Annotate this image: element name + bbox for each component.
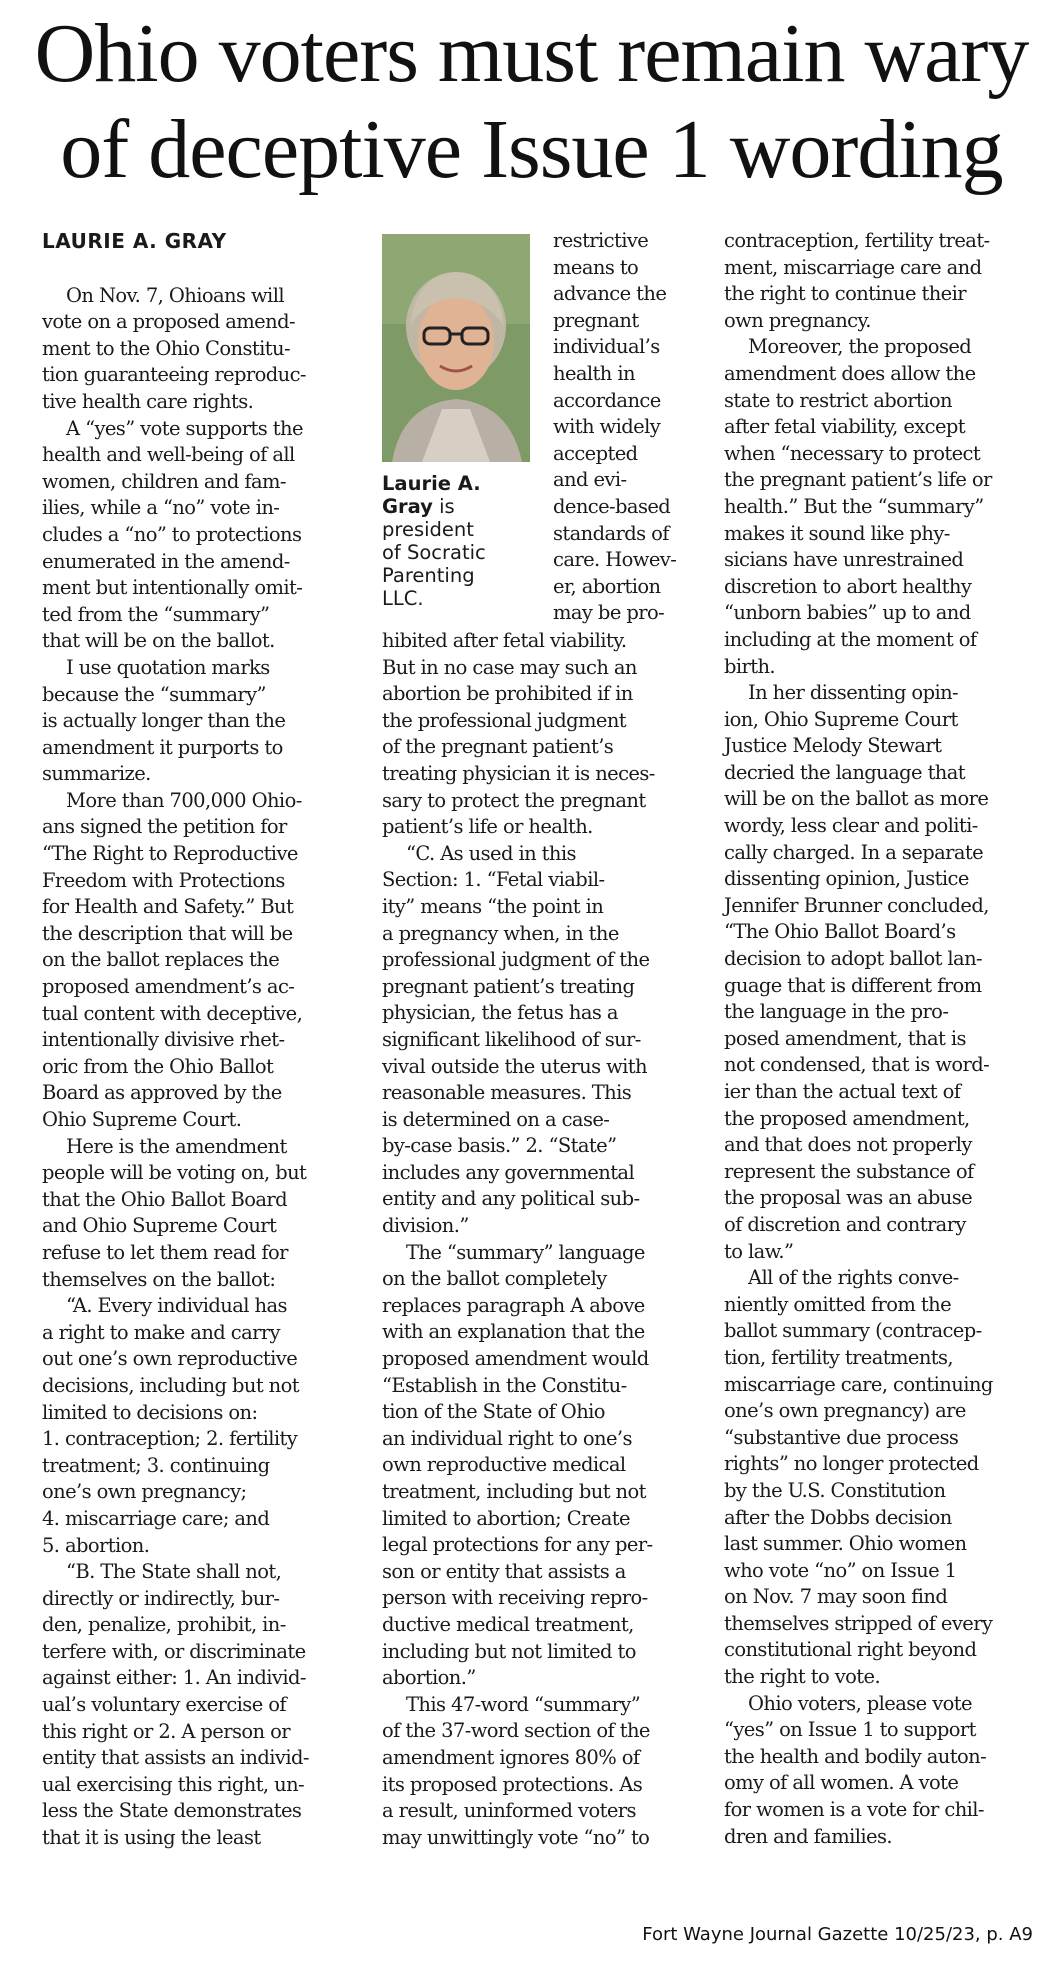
text-line: omy of all women. A vote xyxy=(724,1771,959,1795)
text-line: against either: 1. An individ- xyxy=(42,1666,306,1690)
text-line: ment to the Ohio Constitu- xyxy=(42,336,290,360)
text-line: Section: 1. “Fetal viabil- xyxy=(382,868,605,892)
text-line: hibited after fetal viability. xyxy=(382,629,627,652)
text-line: legal protections for any per- xyxy=(382,1533,653,1557)
text-line: the right to continue their xyxy=(724,282,966,306)
text-line: for women is a vote for chil- xyxy=(724,1798,984,1822)
text-line: rights” no longer protected xyxy=(724,1452,979,1476)
text-line: This 47-word “summary” xyxy=(406,1692,641,1716)
text-line: one’s own pregnancy; xyxy=(42,1480,247,1504)
bio-rest-1: is xyxy=(432,495,455,518)
text-line: patient’s life or health. xyxy=(382,815,593,839)
text-line: after fetal viability, except xyxy=(724,415,966,439)
column-2-body xyxy=(382,628,700,1851)
text-line: a result, uninformed voters xyxy=(382,1799,636,1823)
text-line: out one’s own reproductive xyxy=(42,1347,298,1371)
text-line: tion guaranteeing reproduc- xyxy=(42,363,306,387)
text-line: The “summary” language xyxy=(406,1240,645,1264)
text-line: health.” But the “summary” xyxy=(724,494,984,518)
text-line: with widely xyxy=(553,415,661,439)
text-line: summarize. xyxy=(42,762,151,786)
text-line: replaces paragraph A above xyxy=(382,1293,645,1317)
text-line: decisions, including but not xyxy=(42,1373,300,1397)
column-1-body xyxy=(42,283,346,1852)
text-line: vote on a proposed amend- xyxy=(42,310,295,334)
text-line: own pregnancy. xyxy=(724,308,871,332)
text-line: health and well-being of all xyxy=(42,443,295,467)
text-line: care. Howev- xyxy=(553,548,677,572)
text-line: ballot summary (contracep- xyxy=(724,1319,982,1343)
text-line: I use quotation marks xyxy=(66,655,270,679)
text-line: dence-based xyxy=(553,494,671,518)
text-line: including but not limited to xyxy=(382,1639,636,1663)
text-line: pregnant xyxy=(553,308,639,332)
text-line: including at the moment of xyxy=(724,627,977,651)
text-line: of the 37-word section of the xyxy=(382,1719,650,1743)
text-line: because the “summary” xyxy=(42,682,266,706)
text-line: accepted xyxy=(553,441,638,465)
text-line: is determined on a case- xyxy=(382,1107,610,1131)
text-line: the proposed amendment, xyxy=(724,1106,970,1130)
text-line: tive health care rights. xyxy=(42,389,254,413)
text-line: Ohio Supreme Court. xyxy=(42,1108,242,1131)
text-line: constitutional right beyond xyxy=(724,1638,977,1662)
text-line: limited to decisions on: xyxy=(42,1400,258,1424)
text-line: women, children and fam- xyxy=(42,469,286,493)
text-line: ual exercising this right, un- xyxy=(42,1772,305,1796)
text-line: vival outside the uterus with xyxy=(382,1054,648,1078)
text-line: its proposed protections. As xyxy=(382,1772,643,1796)
text-line: the proposal was an abuse xyxy=(724,1186,973,1210)
column-2-top xyxy=(553,228,703,627)
text-line: abortion.” xyxy=(382,1666,476,1690)
text-line: But in no case may such an xyxy=(382,655,637,679)
author-bio-text xyxy=(382,472,530,610)
text-line: advance the xyxy=(553,282,667,306)
text-line: that will be on the ballot. xyxy=(42,629,275,653)
text-line: of discretion and contrary xyxy=(724,1212,966,1236)
text-line: pregnant patient’s treating xyxy=(382,974,635,998)
text-line: birth. xyxy=(724,654,776,678)
text-line: a right to make and carry xyxy=(42,1320,280,1344)
text-line: by the U.S. Constitution xyxy=(724,1478,946,1502)
text-line: the professional judgment xyxy=(382,708,627,732)
text-line: this right or 2. A person or xyxy=(42,1719,290,1743)
text-line: den, penalize, prohibit, in- xyxy=(42,1613,286,1637)
text-line: niently omitted from the xyxy=(724,1292,952,1316)
text-line: decision to adopt ballot lan- xyxy=(724,947,983,971)
text-line: entity that assists an individ- xyxy=(42,1746,309,1770)
text-line: intentionally divisive rhet- xyxy=(42,1028,285,1052)
text-line: restrictive xyxy=(553,229,649,252)
text-line: decried the language that xyxy=(724,760,966,784)
text-line: themselves on the ballot: xyxy=(42,1267,276,1291)
text-line: ilies, while a “no” vote in- xyxy=(42,496,280,520)
text-line: who vote “no” on Issue 1 xyxy=(724,1558,957,1582)
text-line: person with receiving repro- xyxy=(382,1586,648,1610)
text-line: on Nov. 7 may soon find xyxy=(724,1585,948,1609)
text-line: ity” means “the point in xyxy=(382,894,604,918)
text-line: All of the rights conve- xyxy=(748,1266,959,1290)
text-line: 1. contraception; 2. fertility xyxy=(42,1427,298,1451)
text-line: ier than the actual text of xyxy=(724,1080,961,1103)
text-line: makes it sound like phy- xyxy=(724,521,950,545)
text-line: directly or indirectly, bur- xyxy=(42,1586,280,1610)
text-line: one’s own pregnancy) are xyxy=(724,1399,966,1423)
text-line: sicians have unrestrained xyxy=(724,548,964,572)
bio-rest-2: president xyxy=(382,518,474,541)
text-line: Board as approved by the xyxy=(42,1081,282,1105)
text-line: the health and bodily auton- xyxy=(724,1744,987,1768)
text-line: the right to vote. xyxy=(724,1665,881,1689)
text-line: ion, Ohio Supreme Court xyxy=(724,707,958,731)
text-line: abortion be prohibited if in xyxy=(382,682,633,706)
text-line: of the pregnant patient’s xyxy=(382,735,614,759)
text-line: Ohio voters, please vote xyxy=(748,1691,972,1715)
text-line: More than 700,000 Ohio- xyxy=(66,788,302,812)
text-line: On Nov. 7, Ohioans will xyxy=(66,283,284,307)
text-line: “substantive due process xyxy=(724,1425,959,1449)
text-line: by-case basis.” 2. “State” xyxy=(382,1134,617,1158)
text-line: after the Dobbs decision xyxy=(724,1505,952,1529)
text-line: reasonable measures. This xyxy=(382,1081,632,1105)
text-line: ans signed the petition for xyxy=(42,815,287,839)
headline xyxy=(0,6,1063,198)
text-line: “The Right to Reproductive xyxy=(42,842,298,866)
headline-line-2: of deceptive Issue 1 wording xyxy=(60,103,1003,196)
text-line: an individual right to one’s xyxy=(382,1426,632,1450)
text-line: the language in the pro- xyxy=(724,1000,949,1024)
text-line: on the ballot completely xyxy=(382,1267,607,1291)
text-line: ment, miscarriage care and xyxy=(724,255,982,279)
text-line: limited to abortion; Create xyxy=(382,1506,630,1530)
text-line: that the Ohio Ballot Board xyxy=(42,1187,288,1211)
text-line: terfere with, or discriminate xyxy=(42,1639,306,1663)
column-1 xyxy=(42,228,346,1852)
bio-rest-3: of Socratic xyxy=(382,541,486,564)
text-line: “Establish in the Constitu- xyxy=(382,1373,627,1397)
text-line: to law.” xyxy=(724,1239,794,1263)
source-citation: Fort Wayne Journal Gazette 10/25/23, p. A9 xyxy=(642,1924,1033,1945)
text-line: when “necessary to protect xyxy=(724,441,981,465)
text-line: “The Ohio Ballot Board’s xyxy=(724,920,956,944)
text-line: posed amendment, that is xyxy=(724,1026,966,1050)
text-line: last summer. Ohio women xyxy=(724,1532,967,1556)
text-line: tion of the State of Ohio xyxy=(382,1400,605,1424)
text-line: discretion to abort healthy xyxy=(724,574,972,598)
text-line: In her dissenting opin- xyxy=(748,681,959,705)
text-line: dissenting opinion, Justice xyxy=(724,867,969,891)
author-photo xyxy=(382,234,530,462)
author-portrait-image xyxy=(382,234,530,462)
text-line: not condensed, that is word- xyxy=(724,1053,990,1077)
text-line: treating physician it is neces- xyxy=(382,761,655,785)
text-line: “B. The State shall not, xyxy=(66,1560,282,1584)
text-line: amendment does allow the xyxy=(724,361,976,385)
text-line: division.” xyxy=(382,1214,469,1238)
text-line: oric from the Ohio Ballot xyxy=(42,1054,274,1078)
text-line: A “yes” vote supports the xyxy=(66,416,303,440)
text-line: the pregnant patient’s life or xyxy=(724,468,992,492)
text-line: son or entity that assists a xyxy=(382,1559,626,1583)
text-line: the description that will be xyxy=(42,921,293,945)
text-line: sary to protect the pregnant xyxy=(382,788,646,812)
text-line: professional judgment of the xyxy=(382,948,650,972)
text-line: wordy, less clear and politi- xyxy=(724,814,978,838)
text-line: own reproductive medical xyxy=(382,1453,626,1477)
bio-name-2: Gray xyxy=(382,495,433,518)
text-line: er, abortion xyxy=(553,574,661,598)
text-line: guage that is different from xyxy=(724,973,982,997)
bio-name-1: Laurie A. xyxy=(382,472,481,495)
byline: LAURIE A. GRAY xyxy=(42,229,227,253)
text-line: Moreover, the proposed xyxy=(748,335,972,359)
text-line: ual’s voluntary exercise of xyxy=(42,1693,286,1717)
text-line: will be on the ballot as more xyxy=(724,787,989,811)
text-line: themselves stripped of every xyxy=(724,1611,993,1635)
text-line: for Health and Safety.” But xyxy=(42,895,294,919)
text-line: entity and any political sub- xyxy=(382,1187,640,1211)
text-line: accordance xyxy=(553,388,661,412)
text-line: state to restrict abortion xyxy=(724,388,952,412)
text-line: proposed amendment would xyxy=(382,1347,649,1371)
text-line: and Ohio Supreme Court xyxy=(42,1214,277,1238)
bio-rest-5: LLC. xyxy=(382,587,424,610)
text-line: means to xyxy=(553,255,639,279)
text-line: people will be voting on, but xyxy=(42,1161,307,1185)
text-line: less the State demonstrates xyxy=(42,1799,302,1823)
text-line: amendment ignores 80% of xyxy=(382,1745,640,1769)
headline-line-1: Ohio voters must remain wary xyxy=(34,7,1029,100)
text-line: that it is using the least xyxy=(42,1826,261,1850)
text-line: Freedom with Protections xyxy=(42,868,285,892)
text-line: “unborn babies” up to and xyxy=(724,601,971,625)
text-line: includes any governmental xyxy=(382,1160,635,1184)
text-line: Here is the amendment xyxy=(66,1134,287,1158)
text-line: and evi- xyxy=(553,468,627,492)
text-line: enumerated in the amend- xyxy=(42,549,290,573)
text-line: Justice Melody Stewart xyxy=(724,734,942,758)
text-line: is actually longer than the xyxy=(42,709,286,733)
text-line: cludes a “no” to protections xyxy=(42,522,302,546)
text-line: ductive medical treatment, xyxy=(382,1612,634,1636)
text-line: tion, fertility treatments, xyxy=(724,1345,954,1369)
text-line: ment but intentionally omit- xyxy=(42,576,303,600)
text-line: with an explanation that the xyxy=(382,1320,645,1344)
text-line: treatment; 3. continuing xyxy=(42,1453,270,1477)
text-line: proposed amendment’s ac- xyxy=(42,975,295,999)
text-line: may unwittingly vote “no” to xyxy=(382,1825,650,1849)
text-line: dren and families. xyxy=(724,1824,892,1848)
text-line: contraception, fertility treat- xyxy=(724,229,990,252)
text-line: and that does not properly xyxy=(724,1133,972,1157)
text-line: “yes” on Issue 1 to support xyxy=(724,1718,976,1742)
column-3-body xyxy=(724,228,1039,1850)
text-line: individual’s xyxy=(553,335,660,359)
text-line: ted from the “summary” xyxy=(42,602,270,626)
text-line: 4. miscarriage care; and xyxy=(42,1506,270,1530)
text-line: significant likelihood of sur- xyxy=(382,1027,641,1051)
bio-rest-4: Parenting xyxy=(382,564,475,587)
text-line: represent the substance of xyxy=(724,1159,974,1183)
text-line: a pregnancy when, in the xyxy=(382,921,619,945)
text-line: standards of xyxy=(553,521,669,545)
text-line: treatment, including but not xyxy=(382,1480,646,1503)
text-line: miscarriage care, continuing xyxy=(724,1372,993,1396)
text-line: Jennifer Brunner concluded, xyxy=(724,893,989,917)
text-line: may be pro- xyxy=(553,601,665,625)
text-line: amendment it purports to xyxy=(42,735,283,759)
text-line: on the ballot replaces the xyxy=(42,948,280,972)
text-line: “A. Every individual has xyxy=(66,1294,287,1318)
text-line: cally charged. In a separate xyxy=(724,840,984,864)
text-line: health in xyxy=(553,361,635,385)
text-line: physician, the fetus has a xyxy=(382,1001,618,1025)
text-line: 5. abortion. xyxy=(42,1533,150,1557)
text-line: “C. As used in this xyxy=(406,841,576,865)
text-line: tual content with deceptive, xyxy=(42,1001,303,1025)
text-line: refuse to let them read for xyxy=(42,1240,288,1264)
author-bio xyxy=(382,234,530,610)
